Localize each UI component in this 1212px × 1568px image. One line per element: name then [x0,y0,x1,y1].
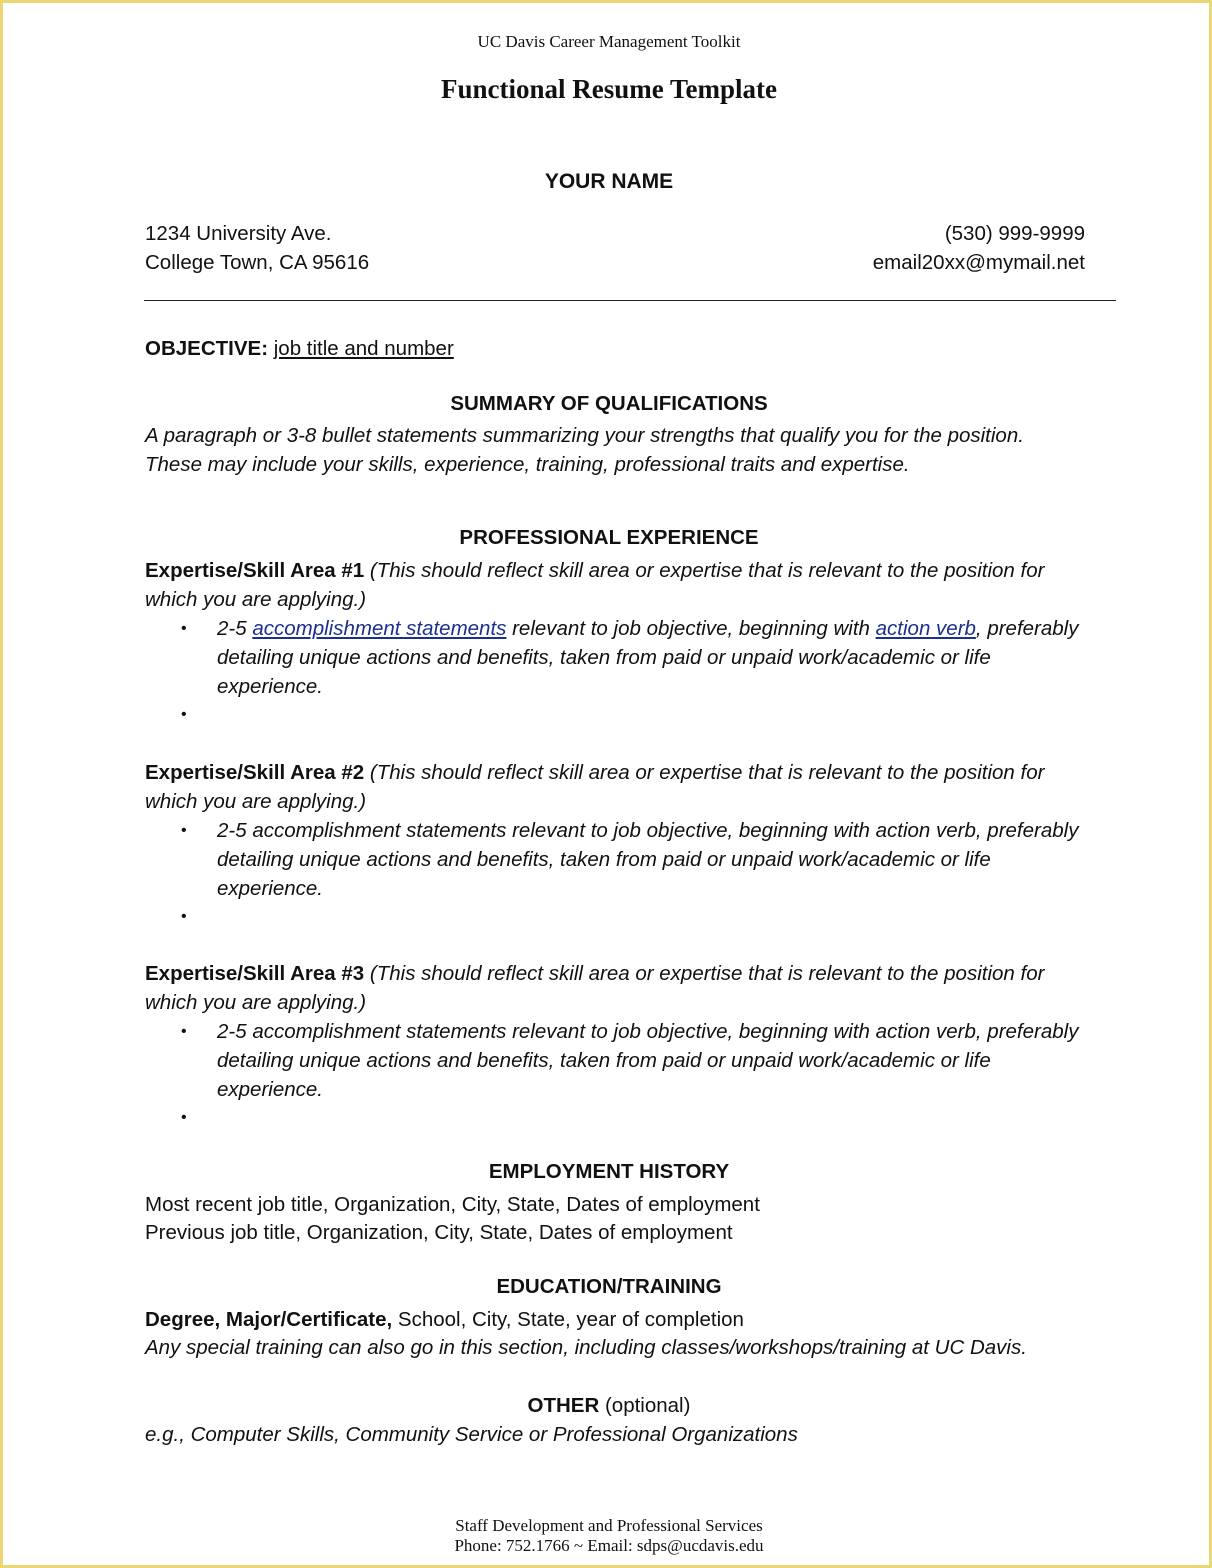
address-line-1: 1234 University Ave. [145,222,332,245]
skill-area-1-desc: (This should reflect skill area or expertise that is relevant to the position for [369,559,1045,582]
skill-area-2-desc: (This should reflect skill area or expertise that is relevant to the position for [369,761,1045,784]
degree-label: Degree, Major/Certificate, [145,1308,393,1331]
bullet-text: relevant to job objective, beginning with [506,617,876,640]
other-heading-line [3,1391,1212,1420]
accomplishment-statements-link[interactable]: accomplishment statements [252,617,507,640]
your-name: YOUR NAME [544,170,674,193]
skill-area-1-desc-cont: which you are applying.) [145,588,367,611]
action-verb-link[interactable]: action verb [875,617,976,640]
skill-area-2-header [145,758,1044,787]
bullet-marker: • [181,1109,187,1126]
bullet-marker: • [181,1023,187,1040]
employment-line-1: Most recent job title, Organization, City, State, Dates of employment [145,1193,760,1216]
skill-area-1-bullet-line-2: detailing unique actions and benefits, taken from paid or unpaid work/academic or life [217,646,991,669]
education-heading: EDUCATION/TRAINING [496,1275,722,1298]
skill-area-1-title: Expertise/Skill Area #1 [145,559,365,582]
other-heading: OTHER [527,1394,600,1417]
bullet-marker: • [181,822,187,839]
toolkit-header: UC Davis Career Management Toolkit [477,32,741,51]
skill-area-3-bullet-line-1: 2-5 accomplishment statements relevant to job objective, beginning with action verb, preferably [217,1020,1079,1043]
summary-line-2: These may include your skills, experience, training, professional traits and expertise. [145,453,910,476]
skill-area-3-bullet-line-3: experience. [217,1078,323,1101]
footer-line-1: Staff Development and Professional Services [455,1516,763,1535]
skill-area-2-bullet-line-3: experience. [217,877,323,900]
skill-area-2-bullet-line-2: detailing unique actions and benefits, taken from paid or unpaid work/academic or life [217,848,991,871]
education-degree [145,1305,744,1334]
bullet-text: , preferably [975,617,1079,640]
skill-area-2-bullet-line-1: 2-5 accomplishment statements relevant to job objective, beginning with action verb, preferably [217,819,1079,842]
bullet-marker: • [181,908,187,925]
objective-label: OBJECTIVE: [145,337,269,360]
experience-heading: PROFESSIONAL EXPERIENCE [459,526,759,549]
bullet-marker: • [181,706,187,723]
skill-area-3-title: Expertise/Skill Area #3 [145,962,365,985]
skill-area-3-desc-cont: which you are applying.) [145,991,367,1014]
employment-line-2: Previous job title, Organization, City, State, Dates of employment [145,1221,733,1244]
divider-line [144,300,1116,301]
phone-number: (530) 999-9999 [944,222,1085,245]
skill-area-1-bullet-line-1 [217,614,1078,643]
bullet-marker: • [181,620,187,637]
summary-line-1: A paragraph or 3-8 bullet statements summarizing your strengths that qualify you for the position. [145,424,1024,447]
skill-area-2-title: Expertise/Skill Area #2 [145,761,365,784]
address-line-2: College Town, CA 95616 [145,251,370,274]
skill-area-3-bullet-line-2: detailing unique actions and benefits, taken from paid or unpaid work/academic or life [217,1049,991,1072]
footer-line-2: Phone: 752.1766 ~ Email: sdps@ucdavis.edu [454,1536,764,1555]
skill-area-2-desc-cont: which you are applying.) [145,790,367,813]
objective [145,334,454,363]
degree-details: School, City, State, year of completion [392,1308,744,1331]
education-training: Any special training can also go in this section, including classes/workshops/training at UC Davis. [145,1336,1027,1359]
other-optional: (optional) [599,1394,691,1417]
email-address: email20xx@mymail.net [872,251,1085,274]
document-title: Functional Resume Template [440,74,777,104]
skill-area-3-desc: (This should reflect skill area or expertise that is relevant to the position for [369,962,1045,985]
skill-area-3-header [145,959,1044,988]
other-text: e.g., Computer Skills, Community Service or Professional Organizations [145,1423,798,1446]
summary-heading: SUMMARY OF QUALIFICATIONS [450,392,768,415]
skill-area-1-header [145,556,1044,585]
skill-area-1-bullet-line-3: experience. [217,675,323,698]
bullet-text: 2-5 [217,617,253,640]
employment-heading: EMPLOYMENT HISTORY [488,1160,730,1183]
objective-text: job title and number [273,337,454,360]
